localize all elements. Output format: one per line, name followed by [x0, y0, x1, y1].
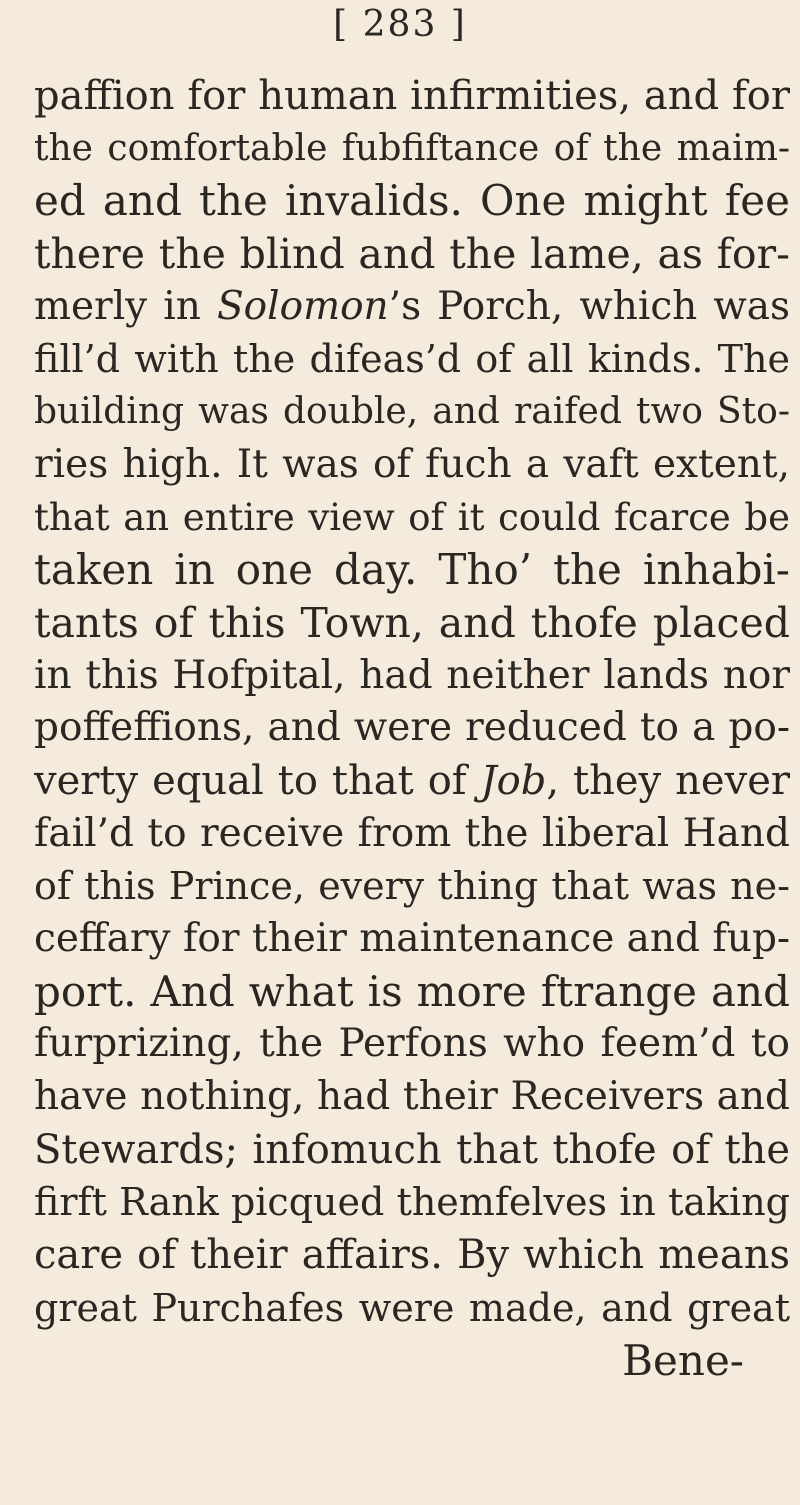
text-segment: paffion for human infirmities, and for [34, 73, 790, 119]
text-segment: ries high. It was of fuch a vaft extent, [34, 441, 790, 487]
text-segment: verty equal to that of [34, 757, 481, 804]
italic-text: Job [480, 757, 547, 804]
text-line [34, 650, 790, 703]
text-segment: building was double, and raifed two Sto- [34, 391, 790, 433]
text-line [34, 702, 790, 755]
text-line [34, 386, 790, 439]
page-number: [ 283 ] [333, 4, 467, 45]
text-line [34, 597, 790, 650]
text-segment: ’s Porch, which was [388, 283, 790, 329]
text-segment: poffeffions, and were reduced to a po- [34, 705, 790, 751]
text-line [34, 439, 790, 492]
text-line [34, 175, 790, 228]
text-line [34, 913, 790, 966]
text-line [34, 808, 790, 861]
text-line [34, 228, 790, 281]
text-segment: care of their affairs. By which means [34, 1232, 790, 1279]
text-segment: Stewards; infomuch that thofe of the [34, 1126, 790, 1173]
text-line [34, 70, 790, 123]
catchword: Bene- [622, 1335, 744, 1385]
text-segment: fill’d with the difeas’d of all kinds. The [34, 337, 790, 382]
text-line [34, 333, 790, 386]
text-line [34, 281, 790, 334]
text-line [34, 1124, 790, 1177]
text-line [34, 1229, 790, 1282]
text-segment: great Purchafes were made, and great [34, 1285, 790, 1330]
text-segment: ed and the invalids. One might fee [34, 176, 790, 226]
text-line [34, 1071, 790, 1124]
text-segment: port. And what is more ftrange and [34, 966, 790, 1016]
text-line [34, 123, 790, 176]
text-segment: taken in one day. Tho’ the inhabi- [34, 545, 790, 595]
text-line [34, 1176, 790, 1229]
text-segment: , they never [546, 757, 790, 804]
text-segment: merly in [34, 283, 217, 329]
text-segment: in this Hofpital, had neither lands nor [34, 652, 790, 698]
text-line [34, 1282, 790, 1335]
text-line [34, 966, 790, 1019]
text-segment: have nothing, had their Receivers and [34, 1074, 790, 1120]
body-text [34, 70, 790, 1387]
text-segment: ceffary for their maintenance and fup- [34, 916, 790, 961]
text-line [34, 755, 790, 808]
text-segment: there the blind and the lame, as for- [34, 230, 790, 279]
text-segment: fail’d to receive from the liberal Hand [34, 810, 790, 856]
text-segment: the comfortable fubfiftance of the maim- [34, 127, 790, 169]
text-line [34, 1018, 790, 1071]
italic-text: Solomon [216, 283, 389, 329]
text-segment: firft Rank picqued themfelves in taking [34, 1180, 790, 1225]
text-line [34, 860, 790, 913]
text-line [34, 492, 790, 545]
text-segment: of this Prince, every thing that was ne- [34, 864, 790, 909]
text-segment: furprizing, the Perfons who feem’d to [34, 1021, 790, 1067]
text-segment: that an entire view of it could fcarce be [34, 495, 790, 539]
text-segment: tants of this Town, and thofe placed [34, 598, 790, 647]
text-line [34, 544, 790, 597]
